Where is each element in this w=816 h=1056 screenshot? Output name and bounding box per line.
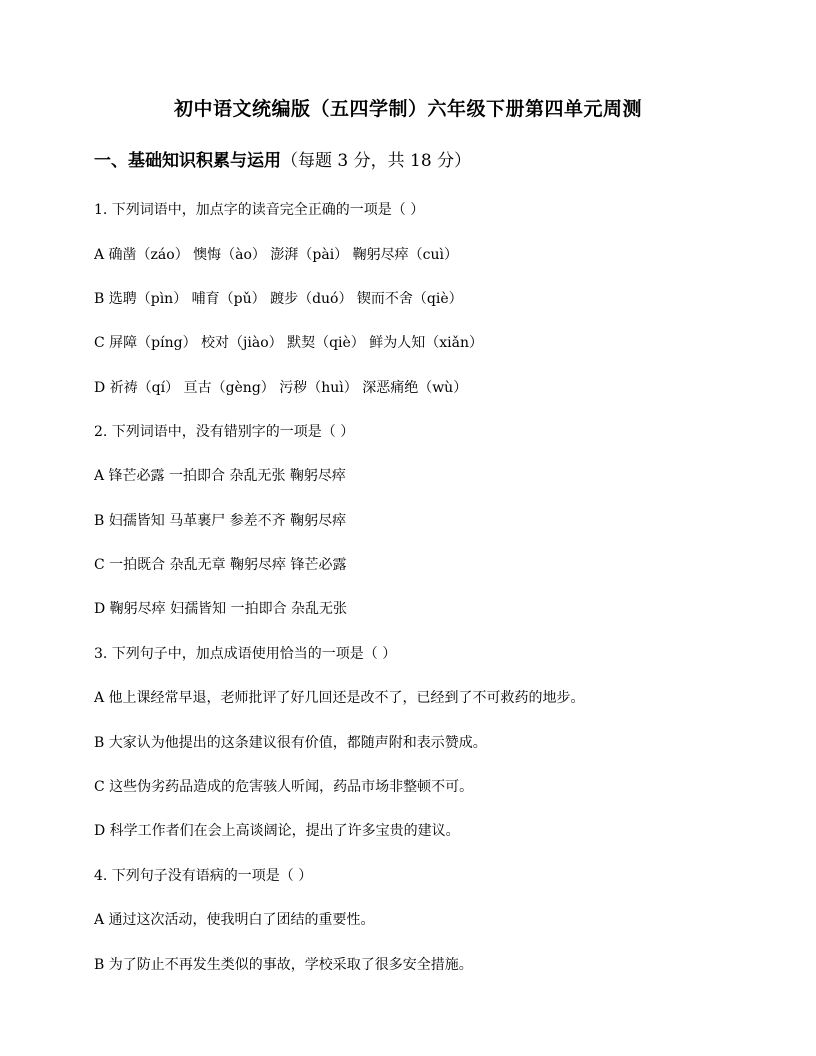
section-heading-main: 一、基础知识积累与运用: [94, 151, 281, 171]
question-1-stem: 1. 下列词语中，加点字的读音完全正确的一项是（ ）: [94, 202, 425, 218]
question-3-stem: 3. 下列句子中，加点成语使用恰当的一项是（ ）: [94, 646, 397, 662]
question-3-option-a: A 他上课经常早退，老师批评了好几回还是改不了，已经到了不可救药的地步。: [94, 690, 585, 706]
question-2-option-a: A 锋芒必露 一拍即合 杂乱无张 鞠躬尽瘁: [94, 468, 346, 484]
question-2-stem: 2. 下列词语中，没有错别字的一项是（ ）: [94, 424, 355, 440]
question-1-option-a: A 确凿（záo） 懊悔（ào） 澎湃（pài） 鞠躬尽瘁（cuì）: [94, 247, 458, 263]
question-1-option-d: D 祈祷（qí） 亘古（gèng） 污秽（huì） 深恶痛绝（wù）: [94, 380, 468, 396]
section-heading-note: （每题 3 分，共 18 分）: [281, 151, 472, 171]
question-2-option-d: D 鞠躬尽瘁 妇孺皆知 一拍即合 杂乱无张: [94, 601, 348, 617]
section-heading: [94, 149, 471, 173]
question-3-option-d: D 科学工作者们在会上高谈阔论，提出了许多宝贵的建议。: [94, 823, 460, 839]
question-1-option-b: B 选聘（pìn） 哺育（pǔ） 踱步（duó） 锲而不舍（qiè）: [94, 291, 463, 307]
question-2-option-b: B 妇孺皆知 马革裹尸 参差不齐 鞠躬尽瘁: [94, 513, 347, 529]
question-3-option-b: B 大家认为他提出的这条建议很有价值，都随声附和表示赞成。: [94, 735, 487, 751]
question-4-option-a: A 通过这次活动，使我明白了团结的重要性。: [94, 912, 375, 928]
page-title: 初中语文统编版（五四学制）六年级下册第四单元周测: [173, 98, 642, 120]
question-1-option-c: C 屏障（píng） 校对（jiào） 默契（qiè） 鲜为人知（xiǎn）: [94, 335, 483, 351]
question-3-option-c: C 这些伪劣药品造成的危害骇人听闻，药品市场非整顿不可。: [94, 779, 474, 795]
question-4-option-b: B 为了防止不再发生类似的事故，学校采取了很多安全措施。: [94, 957, 473, 973]
question-2-option-c: C 一拍既合 杂乱无章 鞠躬尽瘁 锋芒必露: [94, 557, 347, 573]
question-4-stem: 4. 下列句子没有语病的一项是（ ）: [94, 868, 313, 884]
